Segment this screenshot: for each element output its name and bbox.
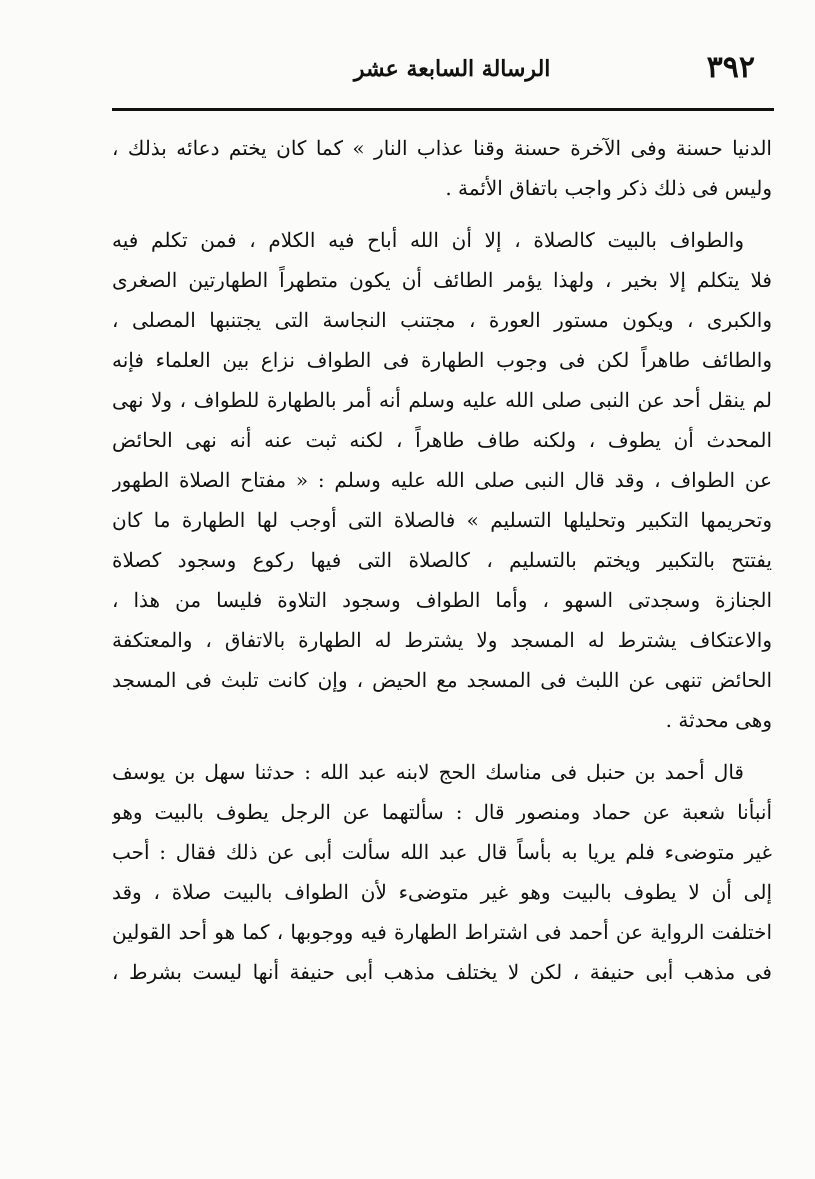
text-line: وتحريمها التكبير وتحليلها التسليم » فالصلاة التى أوجب لها الطهارة ما كان bbox=[112, 508, 772, 532]
header-divider bbox=[112, 108, 774, 111]
text-line: والطواف بالبيت كالصلاة ، إلا أن الله أباح فيه الكلام ، فمن تكلم فيه bbox=[112, 228, 744, 252]
text-line: الحائض تنهى عن اللبث فى المسجد مع الحيض ، وإن كانت تلبث فى المسجد bbox=[112, 668, 772, 692]
text-line: لم ينقل أحد عن النبى صلى الله عليه وسلم أنه أمر بالطهارة للطواف ، ولا نهى bbox=[112, 388, 772, 412]
text-line: الجنازة وسجدتى السهو ، وأما الطواف وسجود التلاوة فليسا من هذا ، bbox=[112, 588, 772, 612]
text-line: والكبرى ، ويكون مستور العورة ، مجتنب النجاسة التى يجتنبها المصلى ، bbox=[112, 308, 772, 332]
paragraph-1 bbox=[112, 128, 772, 208]
text-line: الدنيا حسنة وفى الآخرة حسنة وقنا عذاب النار » كما كان يختم دعائه بذلك ، bbox=[112, 136, 772, 160]
text-line: فى مذهب أبى حنيفة ، لكن لا يختلف مذهب أبى حنيفة أنها ليست بشرط ، bbox=[112, 960, 772, 984]
paragraph-2 bbox=[112, 220, 772, 740]
text-line: يفتتح بالتكبير ويختم بالتسليم ، كالصلاة التى فيها ركوع وسجود كصلاة bbox=[112, 548, 772, 572]
paragraph-3 bbox=[112, 752, 772, 992]
text-line: وليس فى ذلك ذكر واجب باتفاق الأئمة . bbox=[445, 176, 772, 200]
body-text bbox=[112, 128, 772, 992]
text-line: اختلفت الرواية عن أحمد فى اشتراط الطهارة فيه ووجوبها ، كما هو أحد القولين bbox=[112, 920, 772, 944]
page-header bbox=[110, 50, 755, 94]
text-line: فلا يتكلم إلا بخير ، ولهذا يؤمر الطائف أن يكون متطهراً الطهارتين الصغرى bbox=[112, 268, 772, 292]
text-line: وهى محدثة . bbox=[665, 708, 772, 732]
page-number: ٣٩٢ bbox=[706, 50, 755, 85]
text-line: قال أحمد بن حنبل فى مناسك الحج لابنه عبد الله : حدثنا سهل بن يوسف bbox=[112, 760, 744, 784]
text-line: أنبأنا شعبة عن حماد ومنصور قال : سألتهما عن الرجل يطوف بالبيت وهو bbox=[112, 800, 772, 824]
text-line: غير متوضىء فلم يريا به بأساً قال عبد الله سألت أبى عن ذلك فقال : أحب bbox=[112, 840, 772, 864]
text-line: والاعتكاف يشترط له المسجد ولا يشترط له الطهارة بالاتفاق ، والمعتكفة bbox=[112, 628, 772, 652]
text-line: عن الطواف ، وقد قال النبى صلى الله عليه وسلم : « مفتاح الصلاة الطهور bbox=[112, 468, 772, 492]
text-line: المحدث أن يطوف ، ولكنه طاف طاهراً ، لكنه ثبت عنه أنه نهى الحائض bbox=[112, 428, 772, 452]
text-line: إلى أن لا يطوف بالبيت وهو غير متوضىء لأن الطواف بالبيت صلاة ، وقد bbox=[112, 880, 772, 904]
text-line: والطائف طاهراً لكن فى وجوب الطهارة فى الطواف نزاع بين العلماء فإنه bbox=[112, 348, 772, 372]
running-title: الرسالة السابعة عشر bbox=[353, 56, 551, 82]
